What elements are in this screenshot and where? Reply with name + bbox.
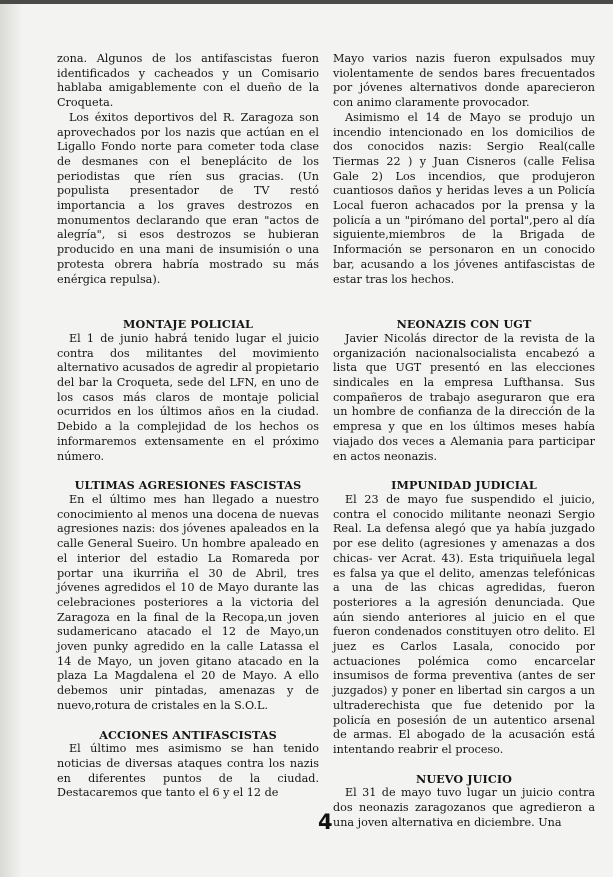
article-montaje-policial: El 1 de junio habrá tenido lugar el juicio contra dos militantes del movimiento alternativo acusados de agredir al propietario del bar la Croqueta, sede del LFN, en uno de los casos más claros de montaje policial ocurridos en los últimos años en la ciudad. Debido a la complejidad de los hechos os informaremos extensamente en el próximo número. (57, 331, 319, 463)
article-continuation: zona. Algunos de los antifascistas fueron identificados y cacheados y un Comisario hablaba amigablemente con el dueño de la Croqueta. (57, 52, 319, 110)
heading-montaje-policial: MONTAJE POLICIAL (122, 317, 253, 332)
article-paragraph: Los éxitos deportivos del R. Zaragoza son aprovechados por los nazis que actúan en el Ligallo Fondo norte para cometer toda clase de desmanes con el beneplácito de los periodistas que ríen sus gracias. (Un populista presentador de TV restó importancia a los graves destrozos en monumentos declarando que eran "actos de alegría", si esos destrozos se hubieran producido en una mani de insumisión o una protesta obrera habría mostrado su más enérgica repulsa). (57, 110, 319, 286)
page-number: 4 (318, 810, 333, 834)
heading-acciones-antifascistas: ACCIONES ANTIFASCISTAS (99, 727, 277, 742)
article-nuevo-juicio: El 31 de mayo tuvo lugar un juicio contra dos neonazis zaragozanos que agredieron a una joven alternativa en diciembre. Una (333, 786, 595, 829)
heading-nuevo-juicio: NUEVO JUICIO (416, 771, 512, 786)
right-column (333, 52, 595, 830)
heading-neonazis-ugt: NEONAZIS CON UGT (396, 317, 532, 332)
article-neonazis-ugt: Javier Nicolás director de la revista de la organización nacionalsocialista encabezó a lista que UGT presentó en las elecciones sindicales en la empresa Lufthansa. Sus compañeros de trabajo aseguraron que era un hombre de confianza de la dirección de la empresa y que en los últimos meses había viajado dos veces a Alemania para participar en actos neonazis. (333, 331, 595, 463)
heading-ultimas-agresiones: ULTIMAS AGRESIONES FASCISTAS (74, 478, 302, 493)
article-impunidad-judicial: El 23 de mayo fue suspendido el juicio, contra el conocido militante neonazi Sergio Real. La defensa alegó que ya había juzgado por ese delito (agresiones y amenazas a dos chicas- ver Acrat. 43). Esta triquiñuela legal es falsa ya que el delito, amenzas telefónicas a una de las chicas agredidas, fueron posteriores a la agresión denunciada. Que aún siendo anteriores al juicio en el que fueron condenados constituyen otro delito. El juez es Carlos Lasala, conocido por actuaciones polémica como encarcelar insumisos de forma preventiva (antes de ser juzgados) y poner en libertad sin cargos a un ultraderechista que fue detenido por la policía en posesión de un autentico arsenal de armas. El abogado de la acusación está intentando reabrir el proceso. (333, 492, 595, 756)
article-acciones-antifascistas: El último mes asimismo se han tenido noticias de diversas ataques contra los nazis en diferentes puntos de la ciudad. Destacaremos que tanto el 6 y el 12 de (57, 742, 319, 800)
article-incendio: Asimismo el 14 de Mayo se produjo un incendio intencionado en los domicilios de dos conocidos nazis: Sergio Real(calle Tiermas 22 ) y Juan Cisneros (calle Felisa Gale 2) Los incendios, que produjeron cuantiosos daños y heridas leves a un Policía Local fueron achacados por la prensa y la policía a un "pirómano del portal",pero al día siguiente,miembros de la Brigada de Información se personaron en un conocido bar, acusando a los jóvenes antifascistas de estar tras los hechos. (333, 110, 595, 286)
left-column (57, 52, 319, 801)
article-continuation: Mayo varios nazis fueron expulsados muy violentamente de sendos bares frecuentados por jóvenes alternativos donde aparecieron con animo claramente provocador. (333, 52, 595, 110)
heading-impunidad-judicial: IMPUNIDAD JUDICIAL (391, 478, 537, 493)
article-ultimas-agresiones: En el último mes han llegado a nuestro conocimiento al menos una docena de nuevas agresiones nazis: dos jóvenes apaleados en la calle General Sueiro. Un hombre apaleado en el interior del estadio La Romareda por portar una ikurriña el 30 de Abril, tres jóvenes agredidos el 10 de Mayo durante las celebraciones posteriores a la victoria del Zaragoza en la final de la Recopa,un joven sudamericano atacado el 12 de Mayo,un joven punky agredido en la calle Latassa el 14 de Mayo, un joven gitano atacado en la plaza La Magdalena el 20 de Mayo. A ello debemos unir pintadas, amenazas y de nuevo,rotura de cristales en la S.O.L. (57, 492, 319, 712)
